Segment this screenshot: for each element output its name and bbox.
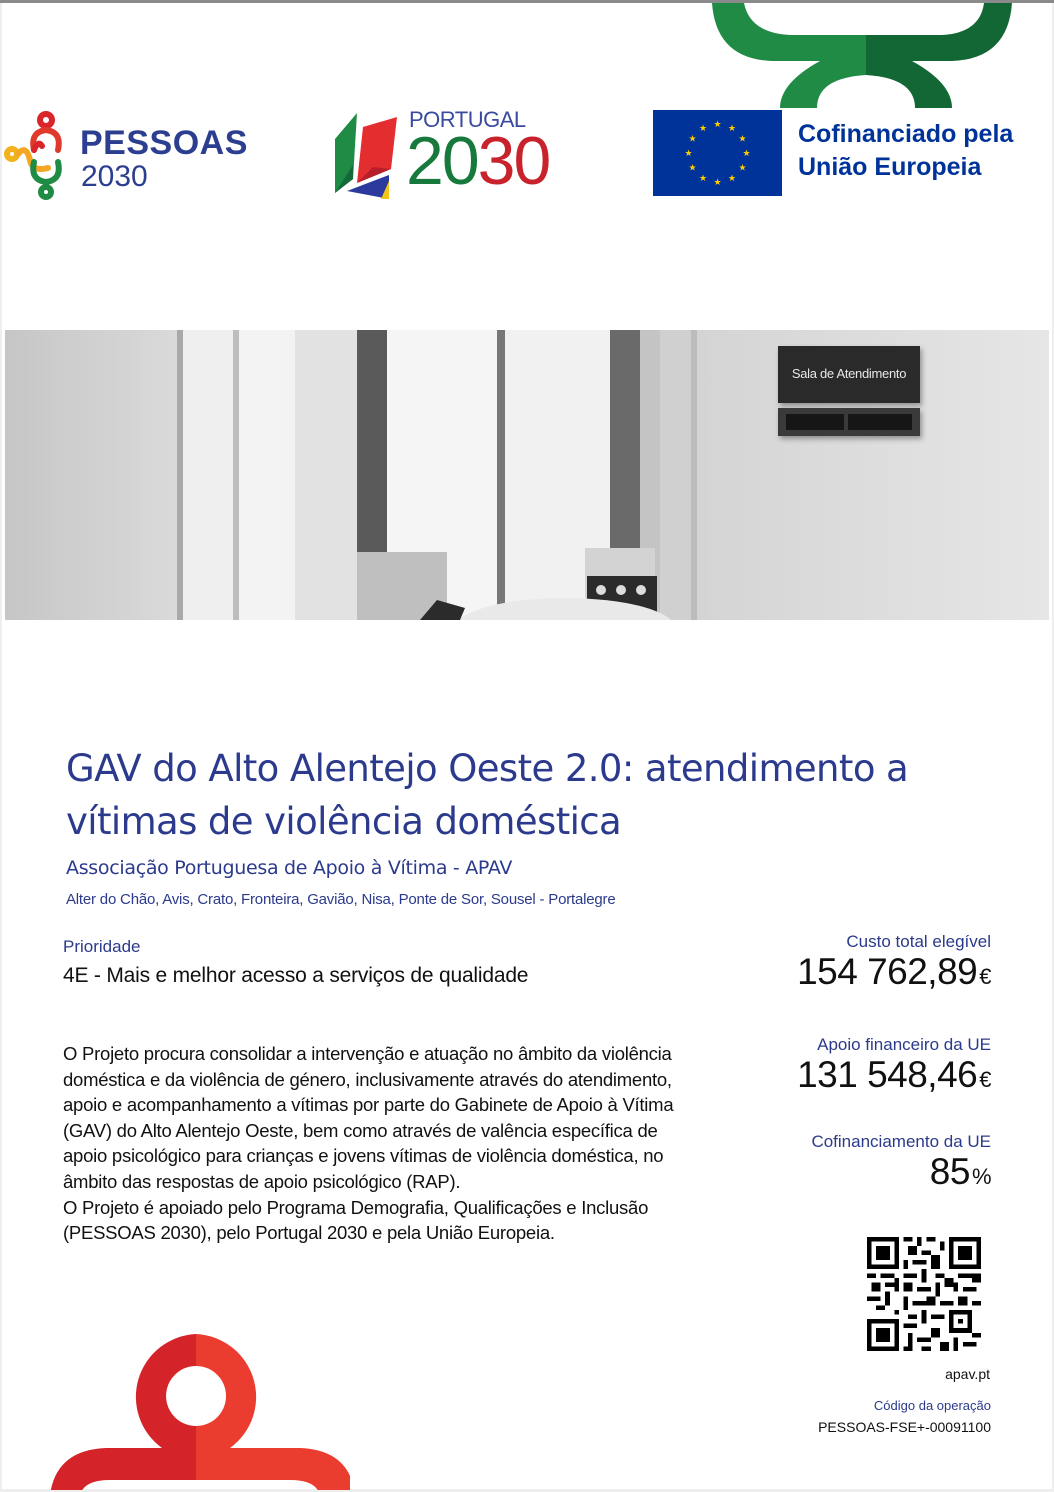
financial-label: Cofinanciamento da UE	[811, 1132, 991, 1151]
pessoas-logo-text: PESSOAS	[80, 124, 248, 162]
svg-text:★: ★	[738, 134, 747, 145]
project-title: GAV do Alto Alentejo Oeste 2.0: atendimento a vítimas de violência doméstica	[66, 747, 909, 843]
svg-text:★: ★	[727, 124, 737, 134]
pessoas-2030-logo	[4, 110, 254, 200]
svg-text:★: ★	[688, 134, 697, 145]
financial-value: 85%	[929, 1151, 991, 1192]
qr-code-icon[interactable]	[867, 1237, 981, 1351]
portugal-logo-text: PORTUGAL	[409, 107, 526, 132]
total-eligible-cost	[797, 932, 991, 993]
portugal-2030-mark-icon	[333, 109, 408, 199]
financial-label: Apoio financeiro da UE	[817, 1035, 991, 1054]
operation-code-label: Código da operação	[873, 1398, 991, 1413]
eu-flag-icon	[653, 110, 782, 196]
pessoas-people-icon	[4, 110, 72, 200]
svg-text:★: ★	[713, 120, 722, 130]
svg-text:★: ★	[688, 163, 697, 174]
project-locations: Alter do Chão, Avis, Crato, Fronteira, Gavião, Nisa, Ponte de Sor, Sousel - Portalegre	[66, 891, 616, 908]
red-person-decoration-icon	[50, 1330, 350, 1490]
room-sign	[778, 346, 920, 437]
description-paragraph: O Projeto procura consolidar a intervenção e atuação no âmbito da violência doméstica e da violência de género, inclusivamente através do atendimento, apoio e acompanhamento a vítimas por parte do Gabinete de Apoio à Vítima (GAV) do Alto Alentejo Oeste, bem como através de valência específica de apoio psicológico para crianças e jovens vítimas de violência doméstica, no âmbito das respostas de apoio psicológico (RAP).	[63, 1043, 674, 1192]
green-person-decoration-icon	[712, 3, 1012, 108]
financial-label: Custo total elegível	[846, 932, 991, 951]
website-link[interactable]: apav.pt	[945, 1366, 990, 1382]
eu-financial-support	[797, 1035, 991, 1096]
financial-value: 131 548,46€	[797, 1054, 991, 1095]
project-description	[63, 1041, 683, 1246]
svg-text:★: ★	[698, 124, 708, 134]
left-border	[0, 3, 2, 1492]
eu-cofinancing-rate	[811, 1132, 991, 1193]
svg-text:★: ★	[727, 174, 737, 184]
operation-code: PESSOAS-FSE+-00091100	[818, 1419, 991, 1435]
svg-text:★: ★	[684, 149, 693, 159]
eu-cofunding-text: Cofinanciado pela União Europeia	[798, 120, 1014, 181]
portugal-2030-logo	[333, 105, 583, 200]
svg-text:★: ★	[738, 163, 747, 174]
svg-text:★: ★	[742, 149, 751, 159]
svg-text:★: ★	[713, 178, 722, 188]
room-sign-text: Sala de Atendimento	[791, 366, 907, 381]
priority-label: Prioridade	[63, 937, 141, 956]
financial-value: 154 762,89€	[797, 951, 991, 992]
description-paragraph: O Projeto é apoiado pelo Programa Demografia, Qualificações e Inclusão (PESSOAS 2030), pelo Portugal 2030 e pela União Europeia.	[63, 1196, 649, 1244]
office-photo	[5, 330, 1049, 620]
pessoas-logo-year: 2030	[81, 160, 148, 193]
svg-text:★: ★	[698, 174, 708, 184]
organization-name: Associação Portuguesa de Apoio à Vítima - APAV	[66, 857, 513, 879]
portugal-logo-year: 2030	[406, 123, 550, 199]
eu-cofunding-logo	[653, 110, 1053, 198]
priority-value: 4E - Mais e melhor acesso a serviços de qualidade	[63, 964, 529, 987]
